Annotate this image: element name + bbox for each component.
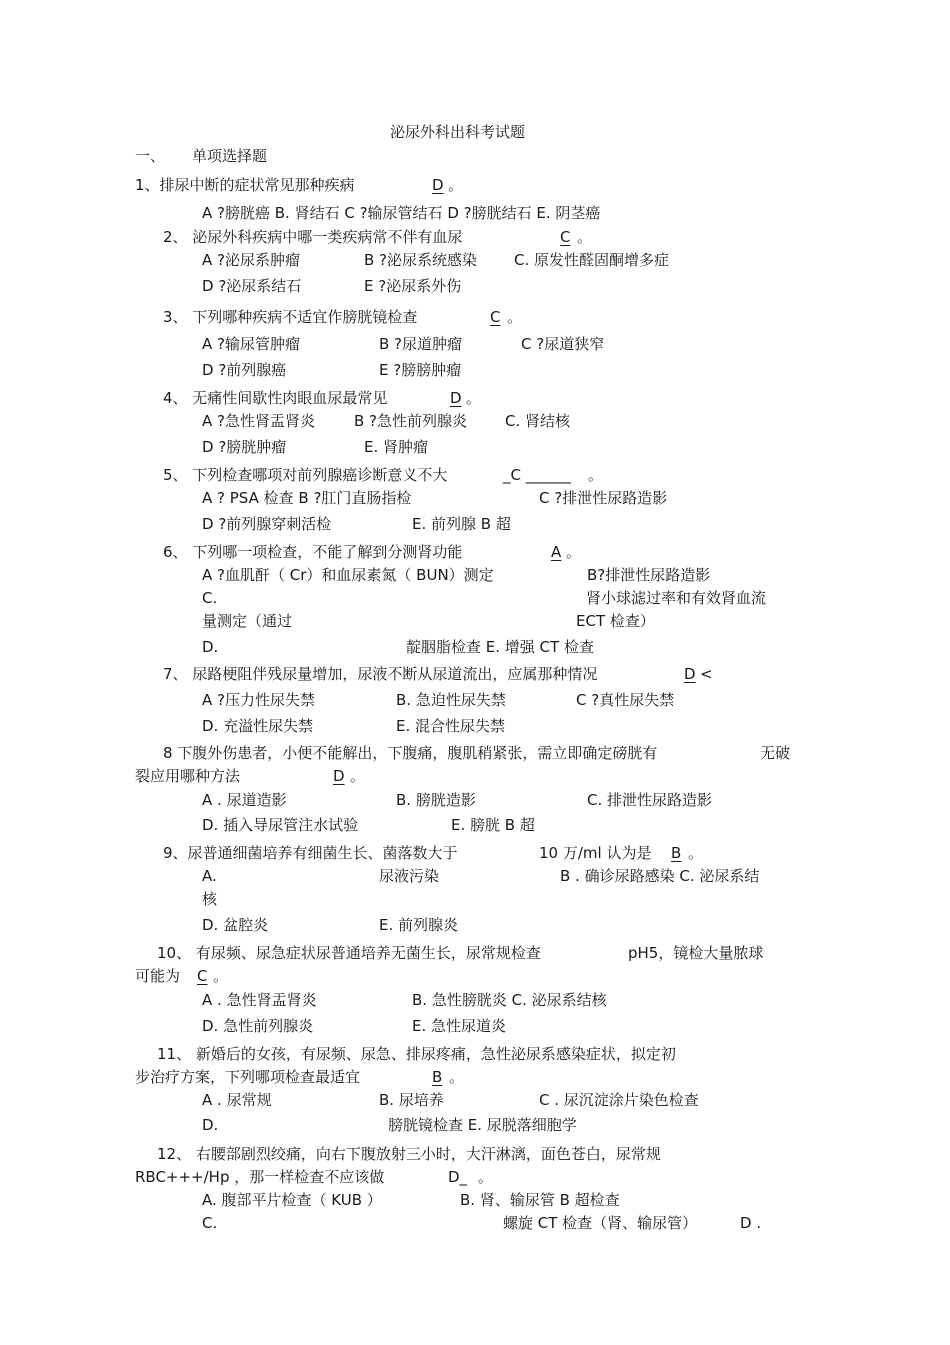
- q2-option-b: B ?泌尿系统感染: [364, 251, 478, 269]
- q3-option-a: A ?输尿管肿瘤: [202, 335, 300, 353]
- q10-option-e: E. 急性尿道炎: [412, 1017, 507, 1035]
- q11-stem-cont: 步治疗方案，下列哪项检查最适宜: [135, 1068, 361, 1086]
- q10-option-bc: B. 急性膀胱炎 C. 泌尿系结核: [412, 991, 607, 1009]
- q2-end: 。: [577, 228, 593, 246]
- q11-option-de: 膀胱镜检查 E. 尿脱落细胞学: [388, 1116, 577, 1134]
- q9-stem-mid: 10 万/ml 认为是: [539, 844, 652, 862]
- q5-stem: 5、 下列检查哪项对前列腺癌诊断意义不大: [163, 466, 448, 484]
- q10-stem-right: pH5，镜检大量脓球: [628, 944, 764, 962]
- q11-stem: 11、 新婚后的女孩，有尿频、尿急、排尿疼痛，急性泌尿系感染症状，拟定初: [157, 1045, 676, 1063]
- q8-stem-cont: 裂应用哪种方法: [135, 767, 241, 785]
- q8-end: 。: [350, 767, 366, 785]
- q2-option-a: A ?泌尿系肿瘤: [202, 251, 300, 269]
- q2-option-d: D ?泌尿系结石: [202, 277, 302, 295]
- q1-answer: D: [432, 176, 444, 194]
- q1-stem: 1、排尿中断的症状常见那种疾病: [135, 176, 355, 194]
- section-number: 一、: [135, 147, 166, 165]
- q9-end: 。: [688, 844, 704, 862]
- q10-stem-cont: 可能为: [135, 967, 181, 985]
- q6-end: 。: [566, 543, 582, 561]
- q5-option-c: C ?排泄性尿路造影: [539, 489, 668, 507]
- q6-option-c-label: C.: [202, 589, 218, 607]
- q10-option-a: A . 急性肾盂肾炎: [202, 991, 317, 1009]
- q7-option-a: A ?压力性尿失禁: [202, 691, 315, 709]
- q3-stem: 3、 下列哪种疾病不适宜作膀胱镜检查: [163, 308, 418, 326]
- q7-answer: D: [684, 665, 696, 683]
- q2-option-e: E ?泌尿系外伤: [364, 277, 462, 295]
- q6-option-de: 靛胭脂检查 E. 增强 CT 检查: [406, 638, 594, 656]
- q7-option-c: C ?真性尿失禁: [576, 691, 675, 709]
- q1-end: 。: [448, 176, 464, 194]
- q9-option-e: E. 前列腺炎: [379, 916, 459, 934]
- q11-option-b: B. 尿培养: [379, 1091, 444, 1109]
- q6-option-c-text3: ECT 检查）: [576, 612, 655, 630]
- q2-answer: C: [560, 228, 571, 246]
- q7-option-e: E. 混合性尿失禁: [396, 717, 506, 735]
- q12-answer: D_: [448, 1168, 468, 1186]
- q9-stem: 9、尿普通细菌培养有细菌生长、菌落数大于: [163, 844, 458, 862]
- q5-end: 。: [588, 466, 604, 484]
- q10-stem: 10、 有尿频、尿急症状尿普通培养无菌生长，尿常规检查: [157, 944, 541, 962]
- q11-answer: B: [432, 1068, 443, 1086]
- q12-stem-cont: RBC+++/Hp ，那一样检查不应该做: [135, 1168, 385, 1186]
- q12-option-d: D .: [740, 1214, 762, 1232]
- q5-option-e: E. 前列腺 B 超: [412, 515, 511, 533]
- q1-options: A ?膀胱癌 B. 肾结石 C ?输尿管结石 D ?膀胱结石 E. 阴茎癌: [202, 204, 601, 222]
- q8-answer: D: [333, 767, 345, 785]
- q3-answer: C: [490, 308, 501, 326]
- q8-option-d: D. 插入导尿管注水试验: [202, 816, 359, 834]
- q12-option-b: B. 肾、输尿管 B 超检查: [460, 1191, 620, 1209]
- q7-end: <: [700, 665, 713, 683]
- q12-option-c-label: C.: [202, 1214, 218, 1232]
- q11-end: 。: [449, 1068, 465, 1086]
- q2-stem: 2、 泌尿外科疾病中哪一类疾病常不伴有血尿: [163, 228, 463, 246]
- q4-option-a: A ?急性肾盂肾炎: [202, 412, 315, 430]
- q4-option-d: D ?膀胱肿瘤: [202, 438, 287, 456]
- page-title: 泌尿外科出科考试题: [390, 123, 526, 141]
- q3-option-b: B ?尿道肿瘤: [379, 335, 463, 353]
- q11-option-c: C . 尿沉淀涂片染色检查: [539, 1091, 699, 1109]
- q6-option-a: A ?血肌酐（ Cr）和血尿素氮（ BUN）测定: [202, 566, 494, 584]
- q12-option-a: A. 腹部平片检查（ KUB ）: [202, 1191, 382, 1209]
- q7-stem: 7、 尿路梗阻伴残尿量增加，尿液不断从尿道流出，应属那种情况: [163, 665, 598, 683]
- q9-option-a-text: 尿液污染: [379, 867, 440, 885]
- q11-option-a: A . 尿常规: [202, 1091, 272, 1109]
- q4-answer: D: [450, 389, 462, 407]
- q9-option-c-cont: 核: [202, 890, 218, 908]
- q4-stem: 4、 无痛性间歇性肉眼血尿最常见: [163, 389, 388, 407]
- q11-option-d-label: D.: [202, 1116, 219, 1134]
- q9-option-a-label: A.: [202, 867, 217, 885]
- q12-option-c-text: 螺旋 CT 检查（肾、输尿管）: [503, 1214, 698, 1232]
- q8-stem: 8 下腹外伤患者，小便不能解出，下腹痛，腹肌稍紧张，需立即确定磅胱有: [163, 744, 658, 762]
- q6-answer: A: [551, 543, 562, 561]
- q6-option-b: B?排泄性尿路造影: [587, 566, 711, 584]
- section-label: 单项选择题: [192, 147, 268, 165]
- q2-option-c: C. 原发性醛固酮增多症: [514, 251, 670, 269]
- q7-option-b: B. 急迫性尿失禁: [396, 691, 506, 709]
- q3-end: 。: [507, 308, 523, 326]
- q9-answer: B: [671, 844, 682, 862]
- q8-stem-right: 无破: [760, 744, 791, 762]
- q5-option-d: D ?前列腺穿刺活检: [202, 515, 332, 533]
- q10-option-d: D. 急性前列腺炎: [202, 1017, 314, 1035]
- q10-end: 。: [213, 967, 229, 985]
- q5-answer: _C ______: [503, 466, 571, 484]
- q3-option-d: D ?前列腺癌: [202, 361, 287, 379]
- q3-option-c: C ?尿道狭窄: [521, 335, 605, 353]
- q8-option-a: A . 尿道造影: [202, 791, 287, 809]
- q12-end: 。: [478, 1168, 494, 1186]
- q8-option-e: E. 膀胱 B 超: [451, 816, 535, 834]
- q10-answer: C: [197, 967, 208, 985]
- q8-option-c: C. 排泄性尿路造影: [587, 791, 713, 809]
- q6-option-c-text: 肾小球滤过率和有效肾血流: [586, 589, 767, 607]
- q4-option-b: B ?急性前列腺炎: [354, 412, 468, 430]
- q4-option-c: C. 肾结核: [505, 412, 571, 430]
- q6-option-d-label: D.: [202, 638, 219, 656]
- q3-option-e: E ?膀膀肿瘤: [379, 361, 462, 379]
- q12-stem: 12、 右腰部剧烈绞痛，向右下腹放射三小时，大汗淋漓，面色苍白，尿常规: [157, 1145, 661, 1163]
- q6-option-c-text2: 量测定（通过: [202, 612, 293, 630]
- q9-option-bc: B . 确诊尿路感染 C. 泌尿系结: [560, 867, 760, 885]
- q4-option-e: E. 肾肿瘤: [364, 438, 429, 456]
- q8-option-b: B. 膀胱造影: [396, 791, 476, 809]
- q7-option-d: D. 充溢性尿失禁: [202, 717, 314, 735]
- q5-option-ab: A ? PSA 检查 B ?肛门直肠指检: [202, 489, 412, 507]
- q4-end: 。: [466, 389, 482, 407]
- q9-option-d: D. 盆腔炎: [202, 916, 269, 934]
- q6-stem: 6、 下列哪一项检查，不能了解到分测肾功能: [163, 543, 463, 561]
